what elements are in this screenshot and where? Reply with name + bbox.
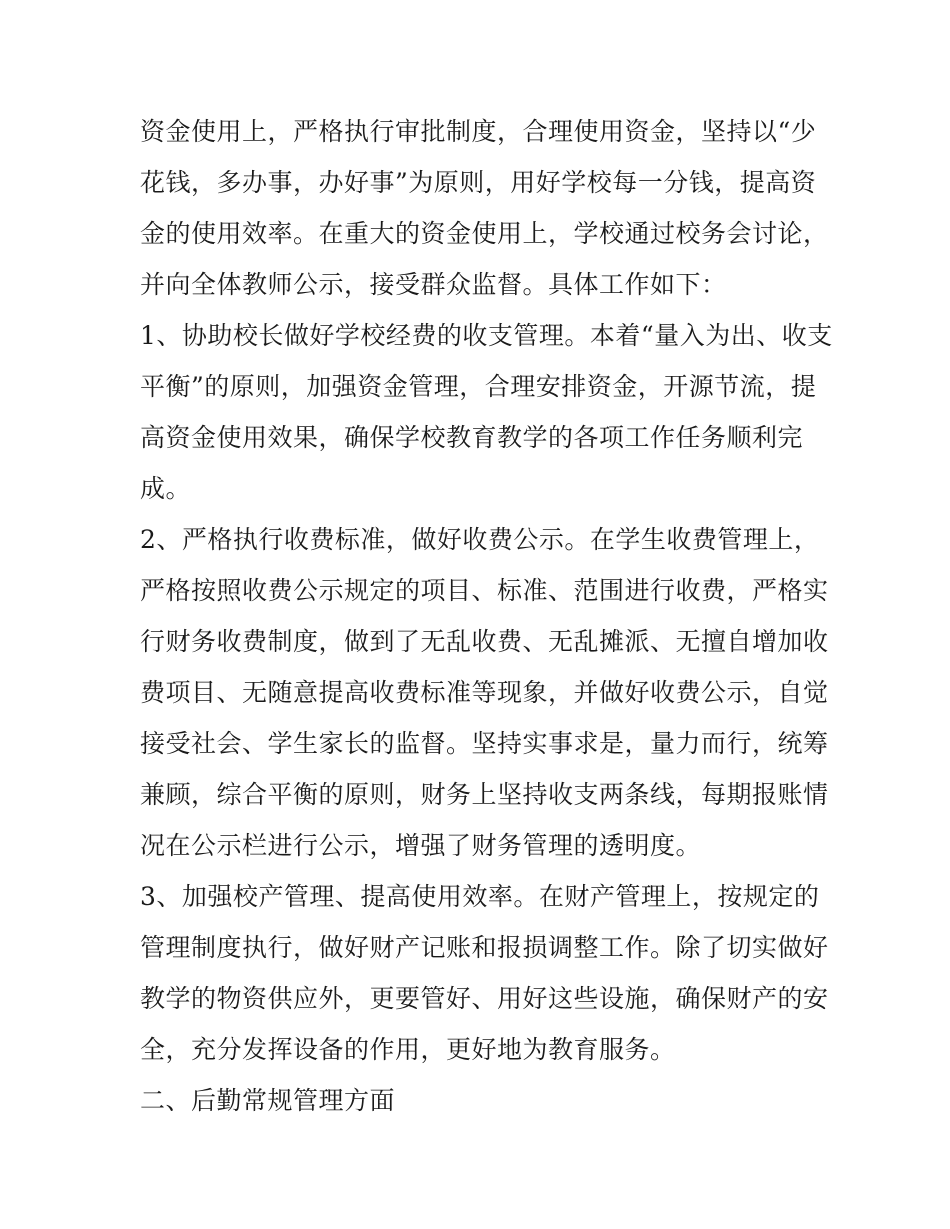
list-item-2-line: 2、严格执行收费标准，做好收费公示。在学生收费管理上， [140,525,820,554]
text-line: 况在公示栏进行公示，增强了财务管理的透明度。 [140,831,702,860]
document-body [140,106,833,1126]
text-line: 全，充分发挥设备的作用，更好地为教育服务。 [140,1035,676,1064]
text-line: 管理制度执行，做好财产记账和报损调整工作。除了切实做好 [140,933,829,962]
text-line: 并向全体教师公示，接受群众监督。具体工作如下： [140,270,727,299]
text-line: 资金使用上，严格执行审批制度，合理使用资金，坚持以“少 [140,117,817,146]
text-line: 花钱，多办事，办好事”为原则，用好学校每一分钱，提高资 [140,168,817,197]
text-line: 严格按照收费公示规定的项目、标准、范围进行收费，严格实 [140,576,829,605]
text-line: 行财务收费制度，做到了无乱收费、无乱摊派、无擅自增加收 [140,627,829,656]
text-line: 兼顾，综合平衡的原则，财务上坚持收支两条线，每期报账情 [140,780,829,809]
text-line: 费项目、无随意提高收费标准等现象，并做好收费公示，自觉 [140,678,829,707]
section-heading: 二、后勤常规管理方面 [140,1086,396,1115]
text-line: 金的使用效率。在重大的资金使用上，学校通过校务会讨论， [140,219,829,248]
list-item-1-line: 1、协助校长做好学校经费的收支管理。本着“量入为出、收支 [140,321,833,350]
text-line: 成。 [140,474,192,503]
list-item-3-line: 3、加强校产管理、提高使用效率。在财产管理上，按规定的 [140,882,820,911]
text-line: 教学的物资供应外，更要管好、用好这些设施，确保财产的安 [140,984,829,1013]
text-line: 平衡”的原则，加强资金管理，合理安排资金，开源节流，提 [140,372,817,401]
text-line: 高资金使用效果，确保学校教育教学的各项工作任务顺利完 [140,423,804,452]
text-line: 接受社会、学生家长的监督。坚持实事求是，量力而行，统筹 [140,729,829,758]
